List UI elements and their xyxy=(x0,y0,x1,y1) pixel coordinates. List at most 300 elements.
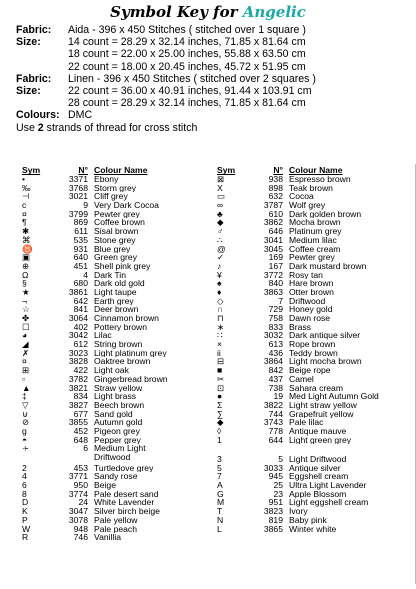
symbol-cell: 2 xyxy=(22,462,27,473)
symbol-cell: ♉ xyxy=(22,243,33,254)
colour-name-continued: Driftwood xyxy=(94,453,131,462)
table-row xyxy=(20,384,210,393)
colours-label: Colours: xyxy=(16,109,60,122)
symbol-cell: ▭ xyxy=(217,191,226,202)
header-sym: Sym xyxy=(22,165,41,176)
colour-name-cell: Silver birch beige xyxy=(94,507,160,516)
symbol-cell: ⊟ xyxy=(217,356,225,367)
symbol-cell: T xyxy=(217,506,223,517)
fabric-value: Aida - 396 x 450 Stitches ( stitched over 1 square ) xyxy=(68,24,306,36)
symbol-cell: ∻ xyxy=(22,443,30,454)
dmc-number-cell: 869 xyxy=(73,217,88,228)
symbol-cell: ⊠ xyxy=(217,174,225,184)
dmc-number-cell: 3864 xyxy=(263,356,283,367)
colour-name-cell: Vanillia xyxy=(94,533,122,542)
header-colour-name: Colour Name xyxy=(289,166,343,175)
dmc-number-cell: 950 xyxy=(73,480,88,491)
colour-name-cell: Platinum grey xyxy=(289,227,342,236)
dmc-number-cell: 3041 xyxy=(263,234,283,245)
table-row xyxy=(20,245,210,254)
colour-name-cell: String brown xyxy=(94,340,143,349)
dmc-number-cell: 842 xyxy=(268,365,283,376)
dmc-number-cell: 778 xyxy=(268,425,283,436)
dmc-number-cell: 640 xyxy=(73,252,88,263)
table-row xyxy=(20,464,210,473)
dmc-number-cell: 738 xyxy=(268,382,283,393)
symbol-cell: ◆ xyxy=(217,217,224,228)
table-row xyxy=(20,279,210,288)
symbol-cell: • xyxy=(22,174,26,184)
dmc-number-cell: 646 xyxy=(268,226,283,237)
dmc-number-cell: 3371 xyxy=(68,174,88,184)
colour-name-cell: Ebony xyxy=(94,175,119,184)
colour-name-cell: Ivory xyxy=(289,507,308,516)
size-row xyxy=(16,85,406,97)
fabric-info xyxy=(16,24,406,134)
table-row xyxy=(215,210,410,219)
dmc-number-cell: 632 xyxy=(268,191,283,202)
colour-name-cell: Pewter grey xyxy=(94,209,140,219)
header-num: N° xyxy=(78,165,88,176)
table-row xyxy=(20,305,210,314)
symbol-cell: g xyxy=(22,425,27,436)
colour-name-cell: Pale desert sand xyxy=(94,489,159,499)
colour-name-cell: Pale yellow xyxy=(94,515,138,525)
dmc-number-cell: 3823 xyxy=(263,506,283,517)
colour-name-cell: Wolf grey xyxy=(289,201,326,210)
colour-name-cell: Pottery brown xyxy=(94,322,148,332)
table-row xyxy=(215,481,410,490)
colour-name-cell: Dark golden brown xyxy=(289,209,362,219)
colour-name-cell: Sisal brown xyxy=(94,227,139,236)
symbol-cell: ★ xyxy=(22,286,30,297)
symbol-cell: P xyxy=(22,514,28,525)
dmc-number-cell: 3021 xyxy=(68,191,88,202)
symbol-cell: A xyxy=(217,480,223,491)
symbol-cell: ¤ xyxy=(22,356,27,367)
dmc-number-cell: 834 xyxy=(73,391,88,402)
dmc-number-cell: 7 xyxy=(278,295,283,306)
colour-name-cell: Baby pink xyxy=(289,515,327,525)
dmc-number-cell: 3768 xyxy=(68,182,88,193)
header-colour-name: Colour Name xyxy=(94,166,148,175)
symbol-cell: ∗ xyxy=(217,321,225,332)
symbol-cell: 4 xyxy=(22,471,27,482)
dmc-number-cell: 3782 xyxy=(68,373,88,384)
dmc-number-cell: 680 xyxy=(73,278,88,289)
dmc-number-cell: 437 xyxy=(268,373,283,384)
dmc-number-cell: 840 xyxy=(268,278,283,289)
dmc-number-cell: 422 xyxy=(73,365,88,376)
colour-name-cell: Med Light Autumn Gold xyxy=(289,392,379,401)
dmc-number-cell: 535 xyxy=(73,234,88,245)
colour-name-cell: Espresso brown xyxy=(289,175,351,184)
fabric-label: Fabric: xyxy=(16,24,52,36)
symbol-cell: Σ xyxy=(217,399,223,410)
dmc-number-cell: 611 xyxy=(74,226,88,237)
dmc-number-cell xyxy=(249,444,289,453)
colour-name-cell: Light brass xyxy=(94,392,137,401)
table-row xyxy=(215,218,410,227)
table-row xyxy=(20,525,210,534)
table-row xyxy=(215,288,410,297)
table-row xyxy=(20,314,210,323)
table-row xyxy=(215,323,410,332)
symbol-cell: ii xyxy=(217,347,221,358)
dmc-number-cell: 6 xyxy=(83,443,88,454)
colour-name-cell: Light straw yellow xyxy=(289,400,357,410)
symbol-cell: ⊕ xyxy=(22,260,30,271)
table-row xyxy=(20,357,210,366)
colour-name-cell xyxy=(289,444,410,453)
dmc-number-cell: 3822 xyxy=(263,399,283,410)
table-row xyxy=(215,271,410,280)
dmc-number-cell: 612 xyxy=(73,339,88,350)
title-main: Symbol Key for xyxy=(110,3,243,21)
colour-name-cell: Beech brown xyxy=(94,400,145,410)
colour-name-cell: Stone grey xyxy=(94,235,136,245)
symbol-cell: ■ xyxy=(217,365,223,376)
table-row xyxy=(20,490,210,499)
table-row xyxy=(20,201,210,210)
colour-name-cell: Light green grey xyxy=(289,435,352,445)
table-row xyxy=(20,410,210,419)
size-value: 22 count = 18.00 x 20.45 inches, 45.72 x 51.95 cm xyxy=(68,60,306,73)
colours-value: DMC xyxy=(68,109,93,122)
usage-row xyxy=(16,122,406,134)
table-row xyxy=(20,472,210,481)
symbol-cell: X xyxy=(217,182,223,193)
size-value: 22 count = 36.00 x 40.91 inches, 91.44 x 103.91 cm xyxy=(68,84,312,97)
table-row xyxy=(20,340,210,349)
colour-name-cell: Driftwood xyxy=(289,296,326,306)
symbol-cell: ▲ xyxy=(22,382,31,393)
symbol-cell xyxy=(215,444,249,453)
colour-name-cell: Rosy tan xyxy=(289,270,323,280)
symbol-cell: ∑ xyxy=(217,408,224,419)
dmc-number-cell: 452 xyxy=(73,425,88,436)
table-row-wrap xyxy=(20,453,210,462)
table-row xyxy=(215,245,410,254)
dmc-number-cell: 3774 xyxy=(68,488,88,499)
table-row xyxy=(20,288,210,297)
dmc-number-cell: 3862 xyxy=(263,217,283,228)
dmc-number-cell: 4 xyxy=(83,269,88,280)
symbol-cell: ✂ xyxy=(217,373,225,384)
table-row xyxy=(20,516,210,525)
usage-strands: 2 xyxy=(37,121,44,134)
symbol-cell: D xyxy=(22,497,29,508)
dmc-number-cell: 3023 xyxy=(68,347,88,358)
table-row xyxy=(215,340,410,349)
symbol-cell: § xyxy=(22,278,27,289)
table-row xyxy=(215,427,410,436)
dmc-number-cell: 841 xyxy=(73,304,88,315)
dmc-number-cell: 833 xyxy=(268,321,283,332)
dmc-number-cell: 610 xyxy=(268,208,283,219)
table-row xyxy=(215,401,410,410)
table-row xyxy=(215,392,410,401)
colour-name-cell: Otter brown xyxy=(289,287,334,297)
table-row xyxy=(20,401,210,410)
colour-name-cell: Dark antique silver xyxy=(289,331,361,341)
dmc-number-cell: 3827 xyxy=(68,399,88,410)
size-label: Size: xyxy=(16,84,41,97)
symbol-cell: 6 xyxy=(22,480,27,491)
table-row xyxy=(215,331,410,340)
symbol-cell: W xyxy=(22,523,31,534)
dmc-number-cell: 9 xyxy=(83,200,88,211)
size-row xyxy=(16,61,406,73)
dmc-number-cell: 3771 xyxy=(68,471,88,482)
symbol-cell: 8 xyxy=(22,488,27,499)
table-row xyxy=(215,498,410,507)
symbol-table-right xyxy=(215,164,410,533)
colour-name-cell: Antique mauve xyxy=(289,426,347,436)
dmc-number-cell: 3787 xyxy=(263,200,283,211)
symbol-cell: K xyxy=(22,506,28,517)
size-value: 14 count = 28.29 x 32.14 inches, 71.85 x 81.64 cm xyxy=(68,36,306,49)
table-row xyxy=(20,262,210,271)
table-row xyxy=(20,236,210,245)
symbol-cell: ‰ xyxy=(22,182,31,193)
symbol-cell: ⊍ xyxy=(22,408,29,419)
symbol-cell: Ω xyxy=(22,269,29,280)
table-row xyxy=(20,192,210,201)
dmc-number-cell: 3064 xyxy=(68,313,88,323)
table-row xyxy=(20,271,210,280)
colour-name-cell: Beige xyxy=(94,481,116,490)
table-row xyxy=(215,279,410,288)
dmc-number-cell: 3078 xyxy=(68,514,88,525)
fabric-label: Fabric: xyxy=(16,72,52,85)
symbol-cell: ◆ xyxy=(217,417,224,428)
table-row xyxy=(215,384,410,393)
colour-name-cell: Rope brown xyxy=(289,340,336,349)
fabric-linen-row xyxy=(16,73,406,85)
symbol-cell: ∞ xyxy=(217,200,224,211)
colour-name-cell: Light mocha brown xyxy=(289,357,362,367)
colour-name-cell: Grapefruit yellow xyxy=(289,409,354,419)
symbol-cell: ▣ xyxy=(22,252,31,263)
size-value: 28 count = 28.29 x 32.14 inches, 71.85 x 81.64 cm xyxy=(68,97,306,110)
colour-name-cell: Pepper grey xyxy=(94,435,141,445)
usage-pre: Use xyxy=(16,121,35,134)
symbol-cell: ⊘ xyxy=(22,417,30,428)
size-value: 18 count = 22.00 x 25.00 inches, 55.88 x 63.50 cm xyxy=(68,48,306,61)
colour-name-cell: White Lavender xyxy=(94,498,155,508)
table-row xyxy=(215,184,410,193)
colour-name-cell: Sahara cream xyxy=(289,383,343,393)
symbol-cell: ⌘ xyxy=(22,234,31,245)
dmc-number-cell: 758 xyxy=(268,313,283,323)
symbol-cell: ∩ xyxy=(217,304,224,315)
table-row xyxy=(215,507,410,516)
symbol-cell: ✤ xyxy=(22,313,30,323)
dmc-number-cell: 5 xyxy=(278,454,283,464)
colour-name-cell: Earth grey xyxy=(94,296,134,306)
dmc-number-cell: 402 xyxy=(73,321,88,332)
table-row xyxy=(20,444,210,453)
table-row xyxy=(20,184,210,193)
dmc-number-cell: 3828 xyxy=(68,356,88,367)
symbol-cell: ‡ xyxy=(22,391,27,402)
symbol-cell: ▽ xyxy=(22,399,29,410)
colour-name-cell: Hare brown xyxy=(289,279,334,288)
dmc-number-cell: 3865 xyxy=(263,523,283,534)
colour-name-cell: Dark old gold xyxy=(94,279,145,288)
dmc-number-cell: 3033 xyxy=(263,462,283,473)
header-num: N° xyxy=(273,165,283,176)
table-row xyxy=(215,175,410,184)
table-row xyxy=(20,175,210,184)
colour-name-cell: Ultra Light Lavender xyxy=(289,481,367,490)
dmc-number-cell: 169 xyxy=(268,252,283,263)
colour-name-cell: Storm grey xyxy=(94,183,137,193)
dmc-number-cell: 613 xyxy=(268,339,283,350)
table-row xyxy=(215,375,410,384)
symbol-cell: 7 xyxy=(217,471,222,482)
colour-name-cell: Medium Light xyxy=(94,444,146,453)
table-row xyxy=(215,305,410,314)
symbol-cell: ◕ xyxy=(22,330,28,341)
dmc-number-cell: 3821 xyxy=(68,382,88,393)
colour-name-cell: Very Dark Cocoa xyxy=(94,201,159,210)
table-row xyxy=(20,210,210,219)
table-row xyxy=(215,262,410,271)
colour-name-cell: Pigeon grey xyxy=(94,426,140,436)
dmc-number-cell: 3042 xyxy=(68,330,88,341)
colour-name-cell: Straw yellow xyxy=(94,383,143,393)
colour-name-cell: Apple Blossom xyxy=(289,489,347,499)
dmc-number-cell: 898 xyxy=(268,182,283,193)
dmc-number-cell: 677 xyxy=(73,408,88,419)
symbol-cell: ◊ xyxy=(217,425,222,436)
table-row xyxy=(215,464,410,473)
symbol-cell: G xyxy=(217,488,224,499)
colour-name-cell: Camel xyxy=(289,374,314,384)
symbol-cell: R xyxy=(22,532,29,543)
symbol-cell: M xyxy=(217,497,225,508)
colour-name-cell: Sandy rose xyxy=(94,472,138,482)
dmc-number-cell: 3047 xyxy=(68,506,88,517)
dmc-number-cell: 19 xyxy=(273,391,283,402)
symbol-cell: ☆ xyxy=(22,304,30,315)
symbol-cell: ◓ xyxy=(22,434,28,445)
table-row xyxy=(215,366,410,375)
colour-name-cell: Dark Tin xyxy=(94,270,126,280)
dmc-number-cell: 3863 xyxy=(263,286,283,297)
table-row xyxy=(215,357,410,366)
dmc-number-cell: 3861 xyxy=(68,286,88,297)
symbol-cell: L xyxy=(217,523,222,534)
table-row xyxy=(215,236,410,245)
table-row xyxy=(20,481,210,490)
symbol-cell: ⊓ xyxy=(217,313,224,323)
colour-name-cell: Shell pink grey xyxy=(94,261,151,271)
dmc-number-cell: 938 xyxy=(268,174,283,184)
table-row xyxy=(20,331,210,340)
symbol-cell: ⊡ xyxy=(217,382,225,393)
symbol-cell: ¥ xyxy=(217,269,222,280)
colour-name-cell: Light Driftwood xyxy=(289,455,347,464)
colour-name-cell: Brass xyxy=(289,322,311,332)
table-row xyxy=(20,227,210,236)
table-row xyxy=(20,366,210,375)
table-header xyxy=(215,164,410,175)
symbol-cell: ¶ xyxy=(22,217,27,228)
dmc-number-cell: 3045 xyxy=(263,243,283,254)
colour-name-cell: Blue grey xyxy=(94,244,131,254)
table-row xyxy=(215,253,410,262)
symbol-cell: ♂ xyxy=(217,226,224,237)
dmc-number-cell: 744 xyxy=(268,408,283,419)
colour-name-cell: Medium lilac xyxy=(289,235,337,245)
symbol-cell: ♠ xyxy=(217,278,222,289)
usage-post: strands of thread for cross stitch xyxy=(46,121,198,134)
table-row xyxy=(215,201,410,210)
dmc-number-cell: 3799 xyxy=(68,208,88,219)
colour-name-cell: Pewter grey xyxy=(289,253,335,262)
dmc-number-cell: 167 xyxy=(268,260,283,271)
colour-name-cell: Dark mustard brown xyxy=(289,261,367,271)
fabric-aida-row xyxy=(16,24,406,36)
colour-name-cell: Teak brown xyxy=(289,183,333,193)
symbol-cell: 3 xyxy=(217,454,222,464)
table-row xyxy=(215,192,410,201)
dmc-number-cell: 23 xyxy=(273,488,283,499)
symbol-cell: × xyxy=(217,339,223,350)
colour-name-cell: Sand gold xyxy=(94,409,133,419)
colour-name-cell: Pale lilac xyxy=(289,418,324,427)
symbol-cell: ◇ xyxy=(217,295,224,306)
symbol-cell: ▫ xyxy=(22,373,26,384)
colour-name-cell: Cinnamon brown xyxy=(94,314,159,323)
dmc-number-cell: 819 xyxy=(268,514,283,525)
table-row xyxy=(215,516,410,525)
colour-name-cell: Deer brown xyxy=(94,305,139,314)
table-row xyxy=(215,410,410,419)
table-row xyxy=(20,375,210,384)
table-row xyxy=(215,490,410,499)
symbol-cell: ∴ xyxy=(217,234,223,245)
colour-name-cell: Oaktree brown xyxy=(94,357,151,367)
table-row xyxy=(215,472,410,481)
colour-name-cell: Teddy brown xyxy=(289,348,338,358)
colour-name-cell: Winter white xyxy=(289,524,337,534)
symbol-cell: ¬ xyxy=(22,295,28,306)
fabric-value: Linen - 396 x 450 Stitches ( stitched over 2 squares ) xyxy=(68,72,316,85)
table-row xyxy=(215,227,410,236)
colour-name-cell: Light oak xyxy=(94,366,129,375)
symbol-cell: ✗ xyxy=(22,347,30,358)
symbol-cell: N xyxy=(217,514,224,525)
dmc-number-cell: 642 xyxy=(73,295,88,306)
dmc-number-cell: 451 xyxy=(73,260,88,271)
colour-name-cell: Turtledove grey xyxy=(94,463,154,473)
table-row xyxy=(20,498,210,507)
dmc-number-cell: 3855 xyxy=(68,417,88,428)
colour-name-cell: Dawn rose xyxy=(289,314,331,323)
symbol-cell: ● xyxy=(217,391,223,402)
table-row xyxy=(20,297,210,306)
colour-name-cell: Mocha brown xyxy=(289,218,341,228)
dmc-number-cell: 951 xyxy=(268,497,283,508)
colour-name-cell: Coffee cream xyxy=(289,244,341,254)
table-row xyxy=(215,444,410,453)
table-row xyxy=(20,349,210,358)
colour-name-cell: Coffee brown xyxy=(94,218,145,228)
